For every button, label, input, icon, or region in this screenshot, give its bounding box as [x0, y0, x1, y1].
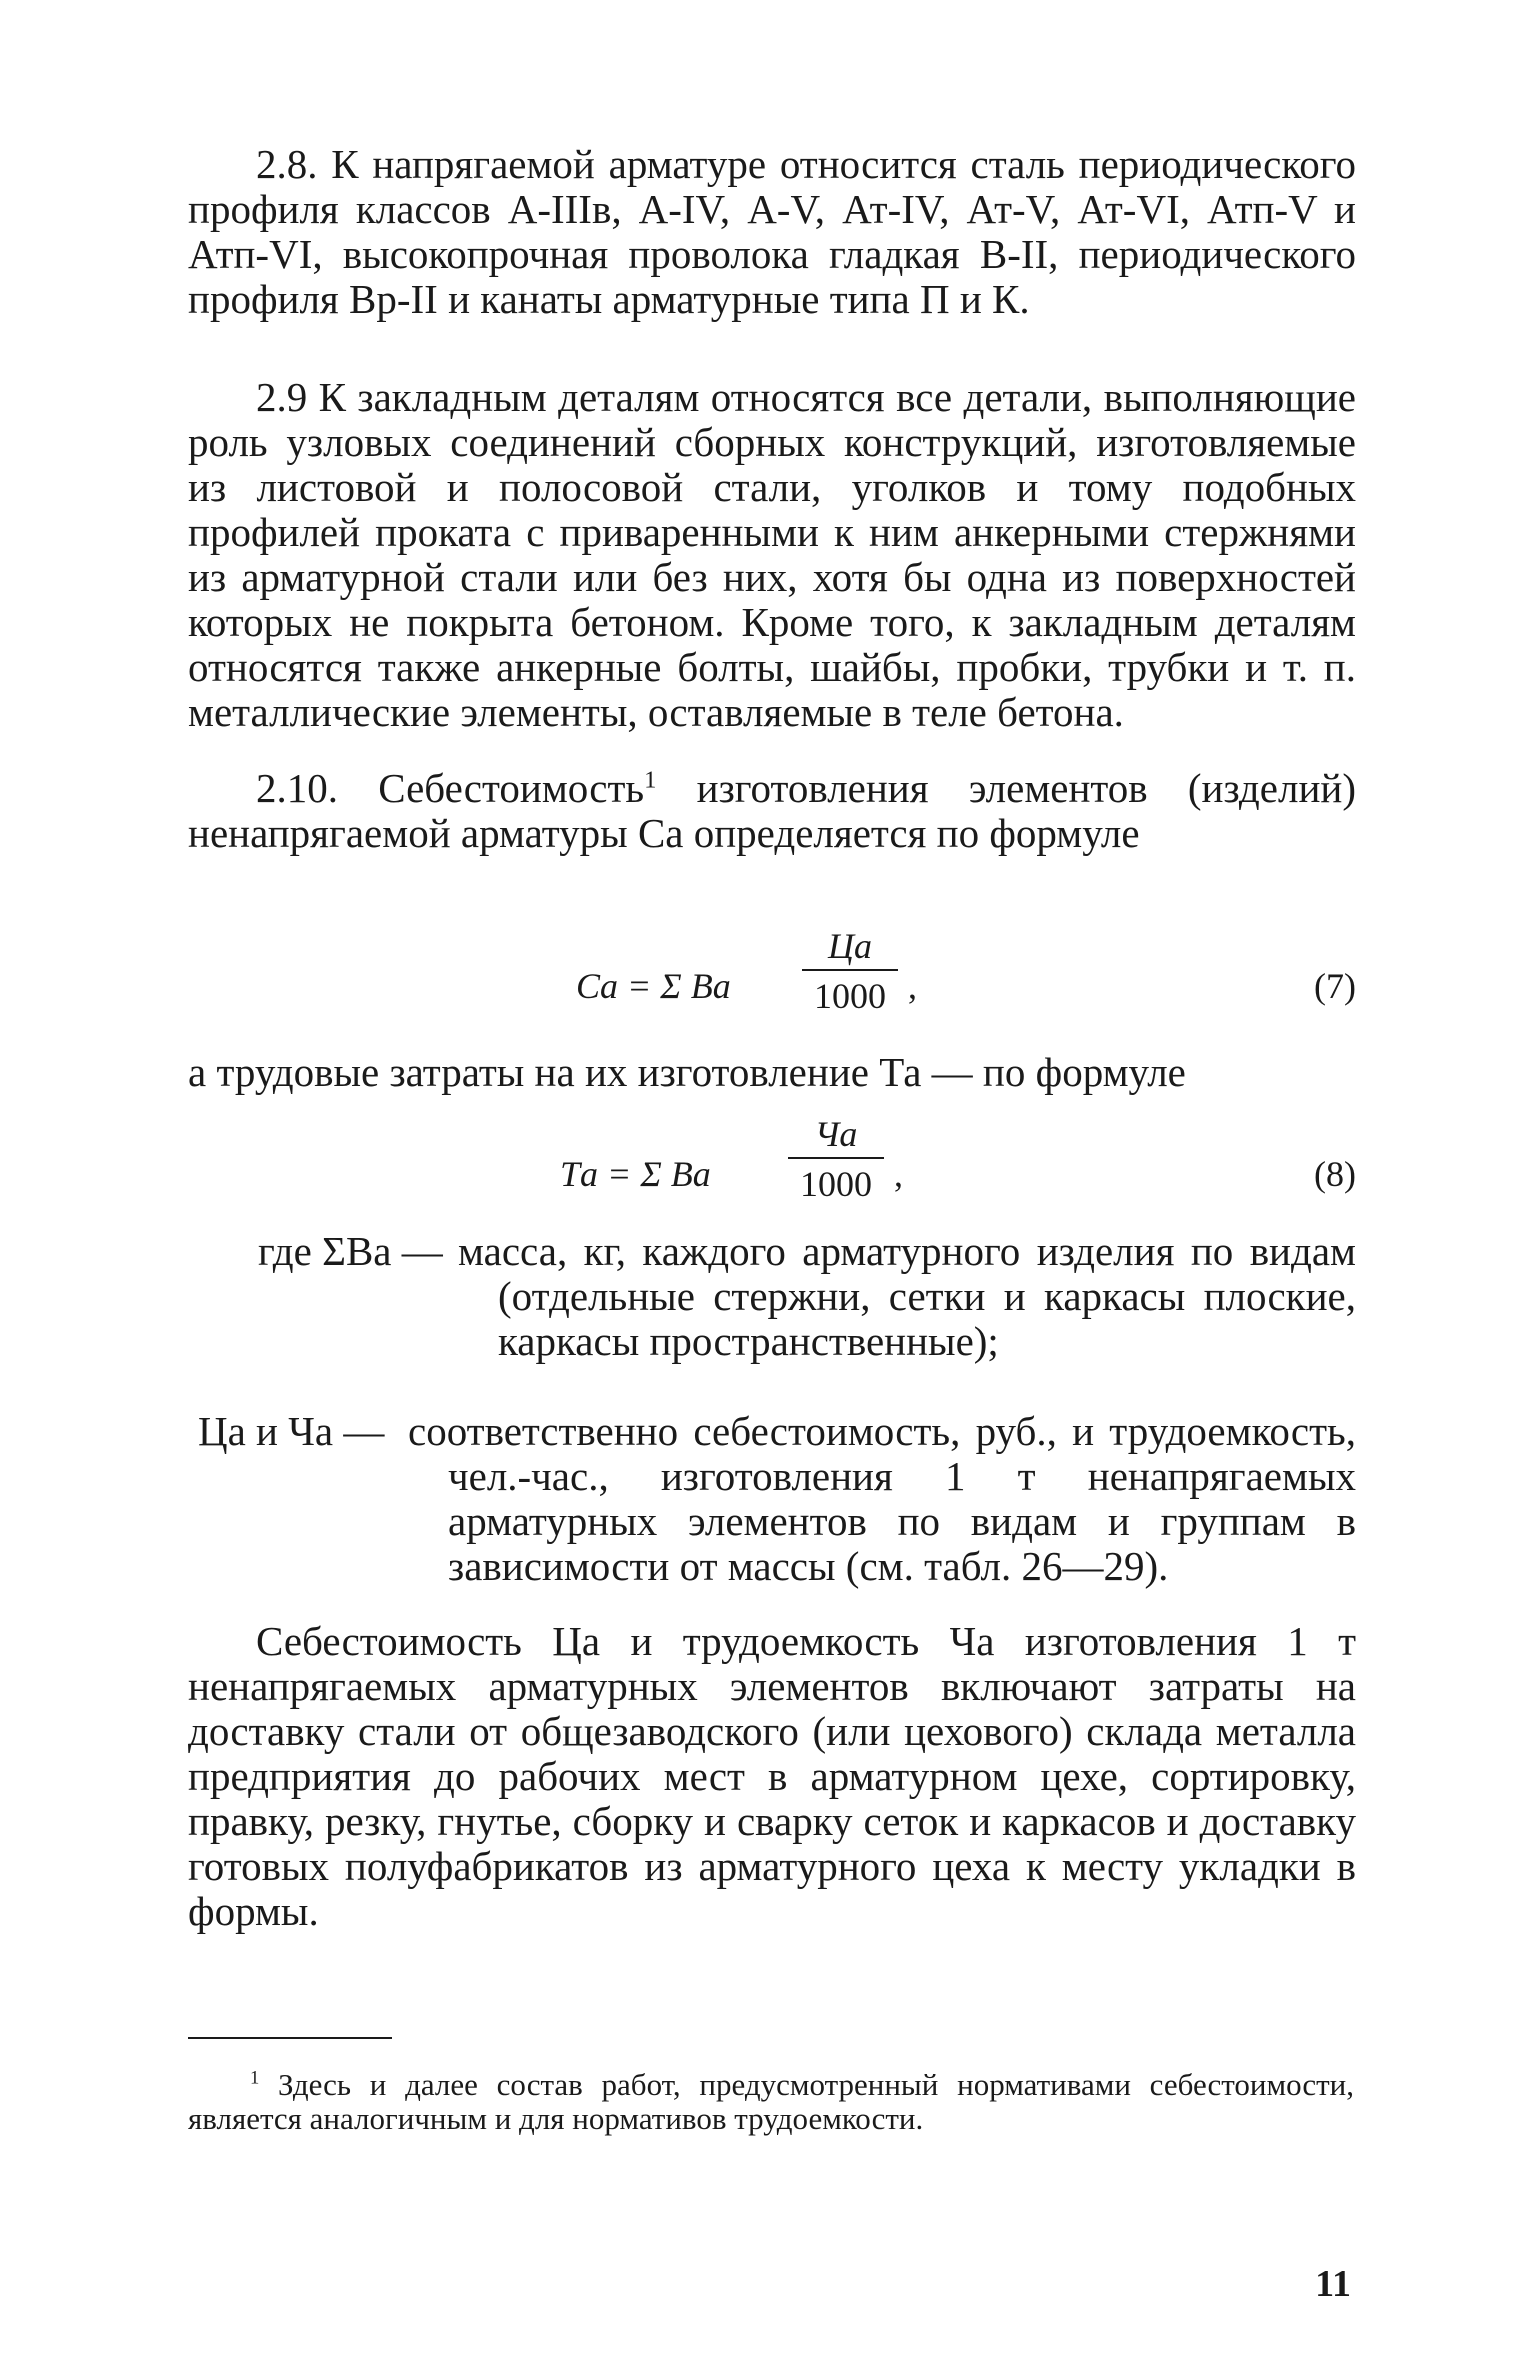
paragraph-2-8 [188, 142, 1356, 322]
paragraph-2-9 [188, 375, 1356, 735]
footnote-ref: 1 [644, 766, 657, 794]
definition-term: Ца и Ча — [198, 1408, 385, 1454]
paragraph-2-10-start: 2.10. Себестоимость [256, 765, 645, 811]
paragraph-between-text: а трудовые затраты на их изготовление Та — по формуле [188, 1049, 1186, 1095]
fraction-bar [788, 1157, 884, 1159]
formula-7-number: (7) [1314, 966, 1356, 1006]
footnote [188, 2068, 1354, 2136]
page-number: 11 [1315, 2263, 1351, 2305]
definition-cost-labor [188, 1409, 1356, 1589]
formula-7-comma: , [908, 966, 917, 1006]
footnote-text: Здесь и далее состав работ, предусмотренный нормативами себестоимости, является аналогичным и для нормативов трудоемкости. [188, 2067, 1354, 2136]
paragraph-2-10 [188, 766, 1356, 856]
formula-7 [188, 925, 1356, 1025]
formula-8-comma: , [894, 1154, 903, 1194]
footnote-marker: 1 [250, 2067, 260, 2089]
fraction-bar [802, 969, 898, 971]
paragraph-between [188, 1050, 1356, 1095]
paragraph-2-8-text: 2.8. К напрягаемой арматуре относится сталь периодического профиля классов А-IIIв, А-IV, А-V, Ат-IV, Ат-V, Ат-VI, Атп-V и Атп-VI, высокопрочная проволока гладкая В-II, периодического профиля Вр-II и канаты арматурные типа П и К. [188, 141, 1356, 322]
footnote-separator [188, 2037, 392, 2039]
definition-term: где ΣBа — [258, 1228, 443, 1274]
formula-8 [188, 1113, 1356, 1213]
formula-8-number: (8) [1314, 1154, 1356, 1194]
formula-7-denominator: 1000 [814, 976, 886, 1016]
formula-7-numerator: Ца [828, 926, 872, 966]
paragraph-last [188, 1619, 1356, 1934]
formula-8-lhs: Tа = Σ Bа [560, 1154, 711, 1194]
formula-8-denominator: 1000 [800, 1164, 872, 1204]
paragraph-2-10-end: изготовления элементов (изделий) ненапрягаемой арматуры Са определяется по формуле [188, 765, 1356, 856]
formula-7-lhs: Cа = Σ Bа [576, 966, 731, 1006]
paragraph-2-9-text: 2.9 К закладным деталям относятся все детали, выполняющие роль узловых соединений сборных конструкций, изготовляемые из листовой и полосовой стали, уголков и тому подобных профилей проката с приваренными к ним анкерными стержнями из арматурной стали или без них, хотя бы одна из поверхностей которых не покрыта бетоном. Кроме того, к закладным деталям относятся также анкерные болты, шайбы, пробки, трубки и т. п. металлические элементы, оставляемые в теле бетона. [188, 374, 1356, 735]
formula-8-numerator: Ча [814, 1114, 858, 1154]
definition-text: масса, кг, каждого арматурного изделия по видам (отдельные стержни, сетки и каркасы плоские, каркасы пространственные); [458, 1228, 1356, 1364]
paragraph-2-10-text [188, 766, 1356, 856]
paragraph-last-text: Себестоимость Ца и трудоемкость Ча изготовления 1 т ненапрягаемых арматурных элементов включают затраты на доставку стали от общезаводского (или цехового) склада металла предприятия до рабочих мест в арматурном цехе, сортировку, правку, резку, гнутье, сборку и сварку сеток и каркасов и доставку готовых полуфабрикатов из арматурного цеха к месту укладки в формы. [188, 1618, 1356, 1934]
definition-text: соответственно себестоимость, руб., и трудоемкость, чел.-час., изготовления 1 т ненапрягаемых арматурных элементов по видам и группам в зависимости от массы (см. табл. 26—29). [408, 1408, 1356, 1589]
definition-sum-mass [188, 1229, 1356, 1409]
